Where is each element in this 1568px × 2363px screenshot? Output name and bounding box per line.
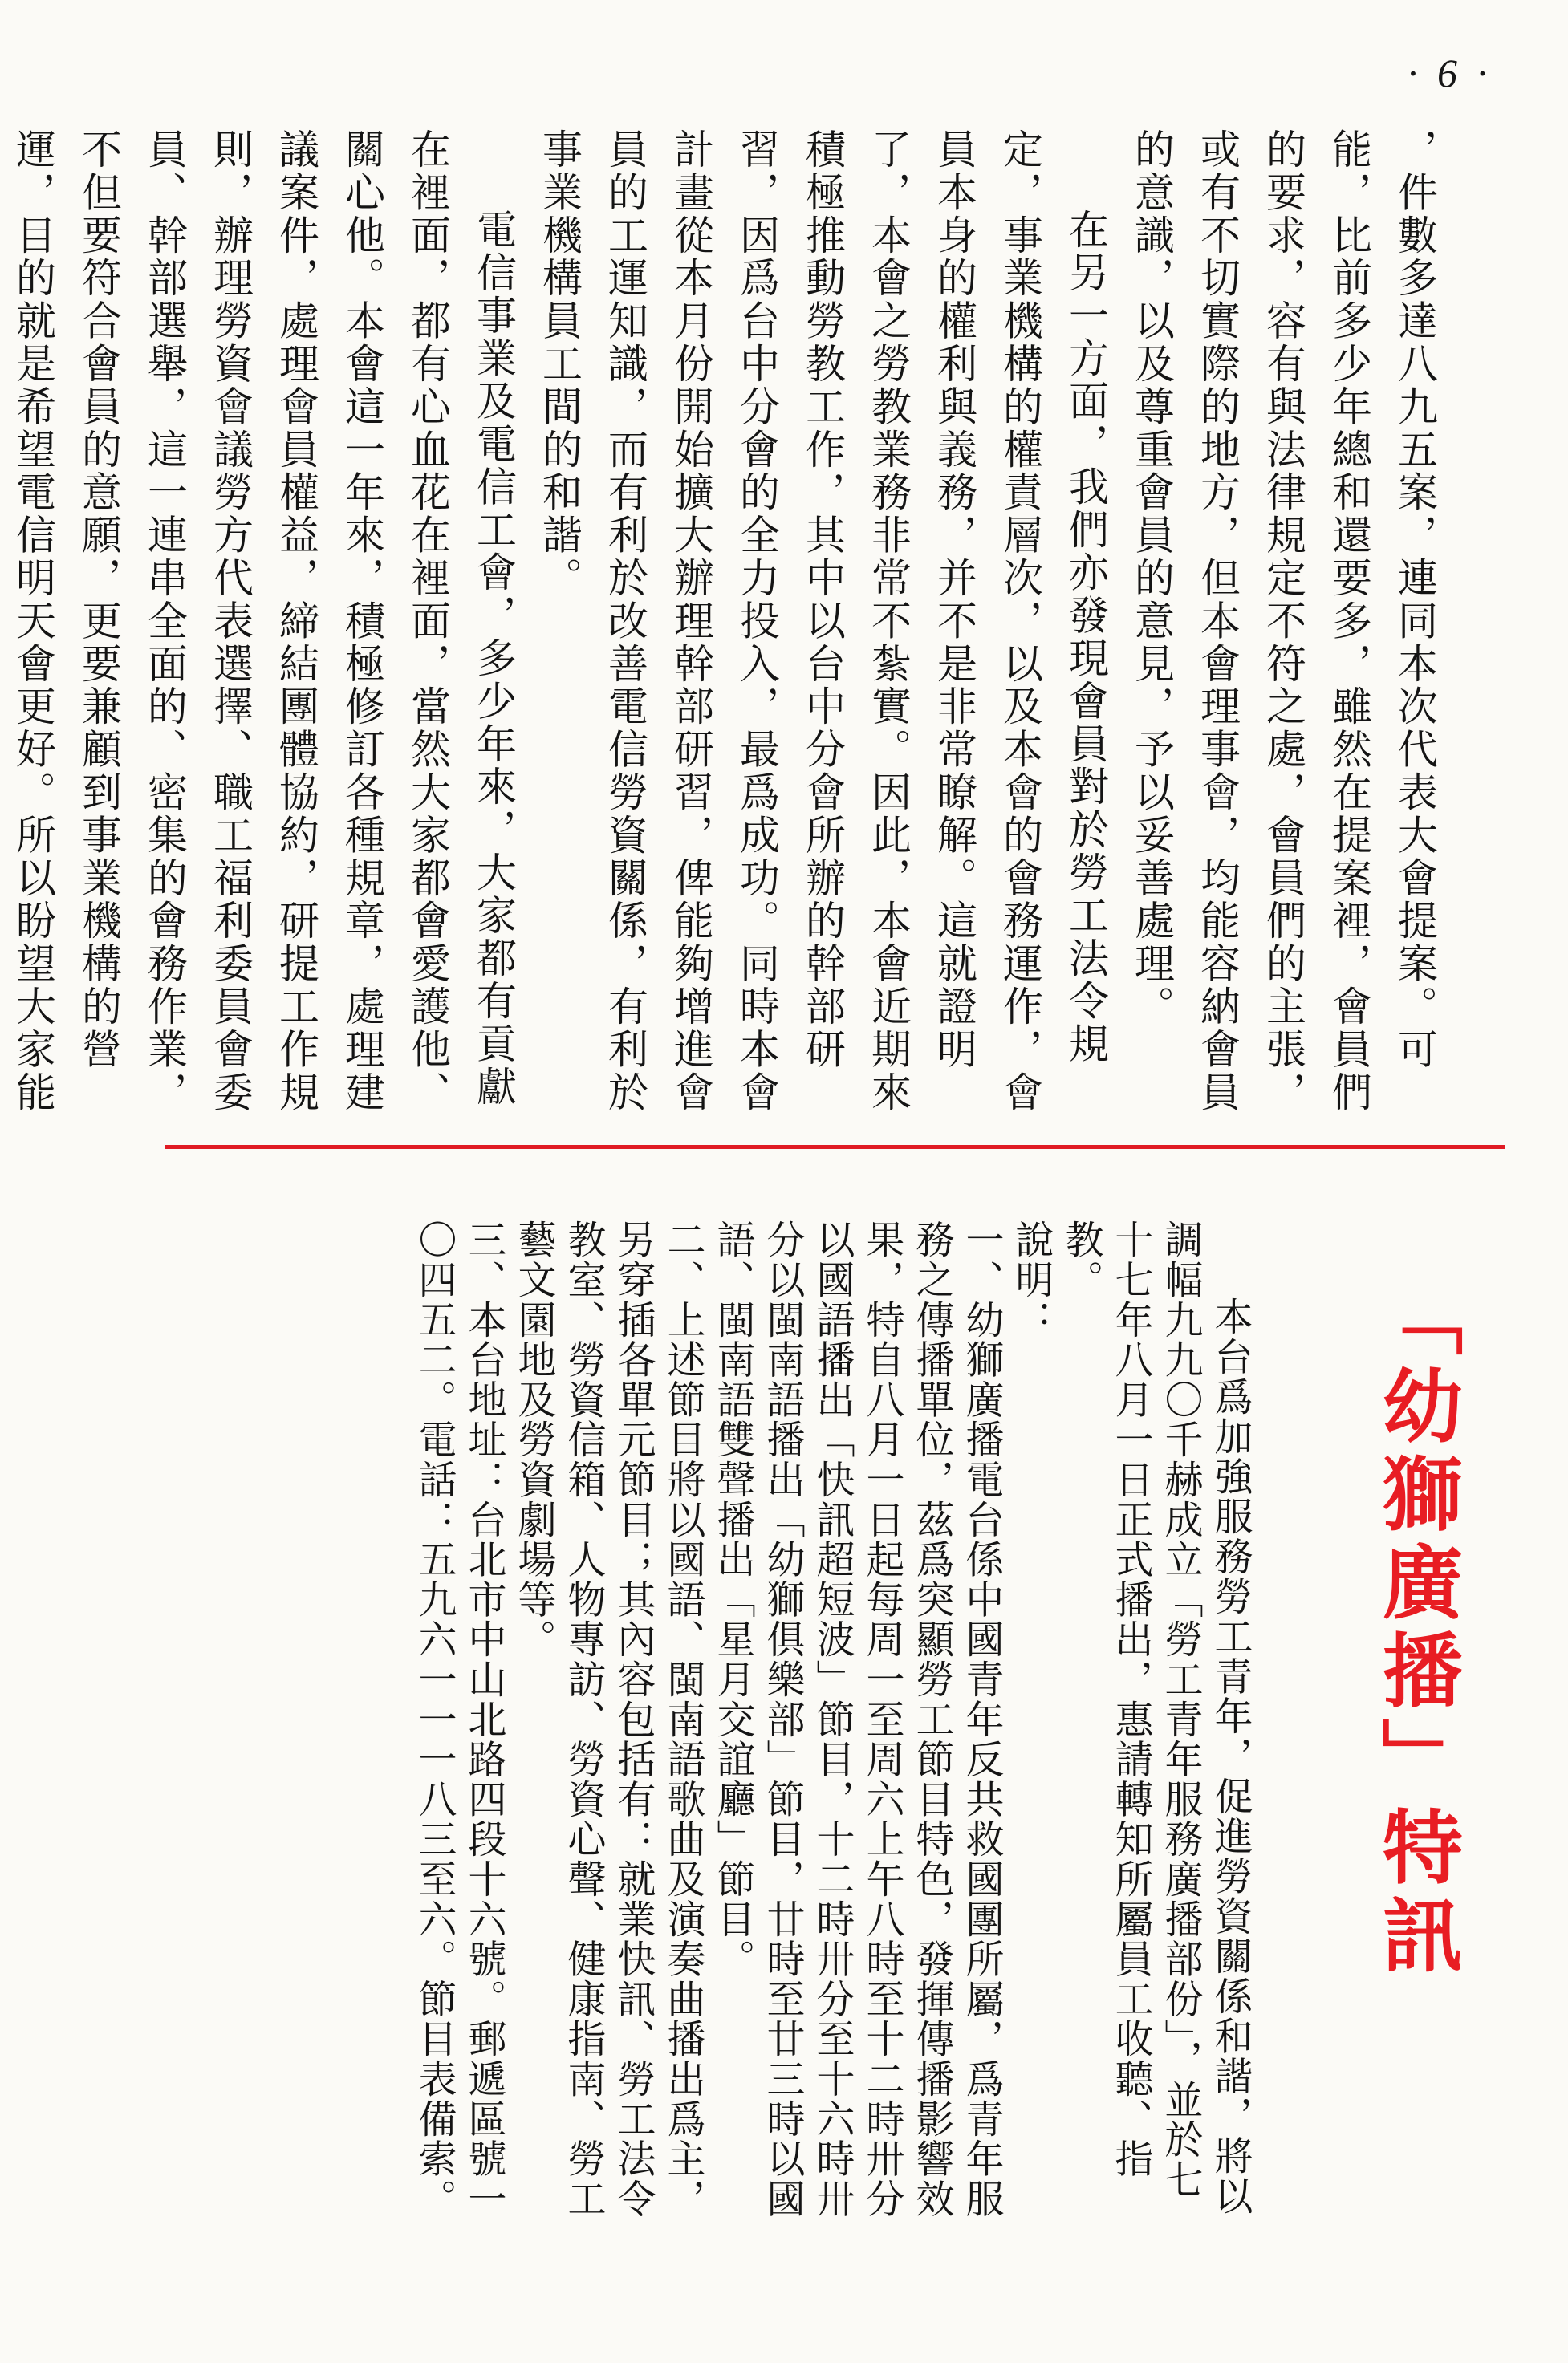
bottom-article-intro: 本台爲加強服務勞工青年，促進勞資關係和諧，將以調幅九九〇千赫成立「勞工青年服務廣播部份」，並於七十七年八月一日正式播出，惠請轉知所屬員工收聽、指教。 [1058, 1220, 1253, 2216]
bottom-article [196, 1220, 1255, 2223]
top-article [10, 128, 1448, 1115]
bottom-article-item-3: 三、本台地址：台北市中山北路四段十六號。郵遞區號一〇四五二。電話：五九六一一一八三至六。節目表備索。 [412, 1220, 506, 2219]
top-article-paragraph-2: 在另一方面，我們亦發現會員對於勞工法令規定，事業機構的權責層次，以及本會的會務運作，會員本身的權利與義務，并不是非常瞭解。這就證明了，本會之勞教業務非常不紮實。因此，本會近期來積極推動勞教工作，其中以台中分會所辦的幹部研習，因爲台中分會的全力投入，最爲成功。同時本會計畫從本月份開始擴大辦理幹部研習，俾能夠增進會員的工運知識，而有利於改善電信勞資關係，有利於事業機構員工間的和諧。 [536, 128, 1109, 1115]
bottom-article-item-2: 二、上述節目將以國語、閩南語歌曲及演奏曲播出爲主，另穿插各單元節目；其內容包括有：就業快訊、勞工法令教室、勞資信箱、人物專訪、勞資心聲、健康指南、勞工藝文園地及勞資劇場等。 [511, 1220, 705, 2219]
page-number: · 6 · [1408, 51, 1492, 95]
top-article-paragraph-3: 電信事業及電信工會，多少年來，大家都有貢獻在裡面，都有心血花在裡面，當然大家都會愛護他、關心他。本會這一年來，積極修訂各種規章，處理建議案件，處理會員權益，締結團體協約，研提工作規則，辦理勞資會議勞方代表選擇、職工福利委員會委員、幹部選舉，這一連串全面的、密集的會務作業，不但要符合會員的意願，更要兼顧到事業機構的營運，目的就是希望電信明天會更好。所以盼望大家能 [10, 128, 517, 1115]
top-article-paragraph-1: ，件數多達八九五案，連同本次代表大會提案。可能，比前多少年總和還要多，雖然在提案裡，會員們的要求，容有與法律規定不符之處，會員們的主張，或有不切實際的地方，但本會理事會，均能容納會員的意識，以及尊重會員的意見，予以妥善處理。 [1128, 128, 1438, 1115]
headline: 「幼獅廣播」特訊 [1369, 1276, 1463, 1982]
bottom-article-item-1: 一、幼獅廣播電台係中國青年反共救國團所屬，爲青年服務之傳播單位，茲爲突顯勞工節目特色，發揮傳播影響效果，特自八月一日起每周一至周六上午八時至十二時卅分以國語播出「快訊超短波」節目，十二時卅分至十六時卅分以閩南語播出「幼獅俱樂部」節目，廿時至廿三時以國語、閩南語雙聲播出「星月交誼廳」節目。 [710, 1220, 1004, 2219]
bottom-article-explain-label: 說明： [1009, 1220, 1054, 1340]
section-divider [165, 1145, 1505, 1149]
